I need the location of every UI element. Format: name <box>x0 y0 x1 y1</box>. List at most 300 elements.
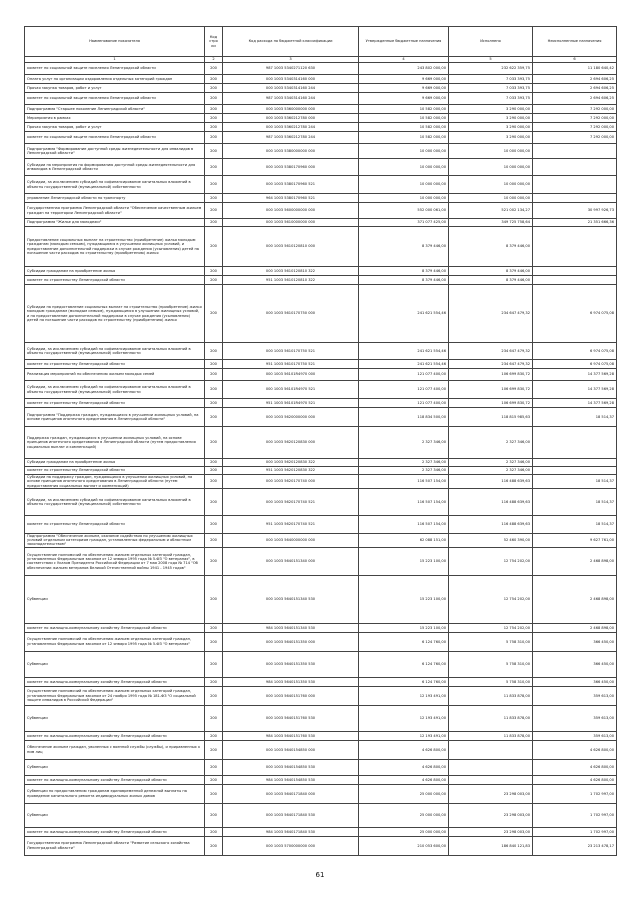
row-kbk: 951 1003 5620170740 521 <box>223 515 359 533</box>
row-executed: 12 754 202,00 <box>449 547 533 575</box>
row-name: комитет по социальной защите населения Ленинградской области <box>25 63 205 75</box>
row-code: 200 <box>205 203 223 219</box>
row-approved: 8 379 446,00 <box>359 267 449 276</box>
table-row <box>25 399 617 408</box>
row-code: 200 <box>205 267 223 276</box>
row-approved: 116 507 154,00 <box>359 515 449 533</box>
row-executed: 10 000 000,00 <box>449 176 533 194</box>
row-remaining: 2 468 898,00 <box>533 547 617 575</box>
row-name: Подпрограмма "Жилье для молодежи" <box>25 219 205 227</box>
row-name: Обеспечение жильем граждан, уволенных с военной службы (службы), и приравненных к ним лиц <box>25 740 205 759</box>
table-row <box>25 84 617 93</box>
row-approved: 8 379 446,00 <box>359 276 449 285</box>
row-executed <box>449 775 533 784</box>
row-remaining: 4 626 800,00 <box>533 759 617 775</box>
row-executed: 3 290 000,00 <box>449 123 533 132</box>
row-executed: 23 298 003,00 <box>449 827 533 836</box>
row-approved: 241 621 554,46 <box>359 360 449 369</box>
row-executed: 234 647 479,32 <box>449 360 533 369</box>
row-remaining <box>533 194 617 203</box>
table-row <box>25 677 617 686</box>
row-approved: 25 000 000,00 <box>359 827 449 836</box>
column-number: 5 <box>449 57 533 63</box>
row-code: 200 <box>205 836 223 855</box>
table-row <box>25 803 617 827</box>
row-remaining <box>533 467 617 475</box>
row-name: Субвенции <box>25 575 205 623</box>
row-name: управление Ленинградской области по транспорту <box>25 194 205 203</box>
row-remaining: 18 514,37 <box>533 475 617 489</box>
table-row <box>25 75 617 84</box>
row-kbk: 000 1003 5380170960 000 <box>223 159 359 176</box>
row-executed: 116 488 639,63 <box>449 515 533 533</box>
row-code: 200 <box>205 132 223 144</box>
row-name: комитет по строительству Ленинградской области <box>25 360 205 369</box>
table-row <box>25 775 617 784</box>
row-code: 200 <box>205 105 223 114</box>
table-row <box>25 123 617 132</box>
row-executed: 8 379 446,00 <box>449 276 533 285</box>
row-code: 200 <box>205 93 223 105</box>
row-executed: 3 290 000,00 <box>449 114 533 123</box>
row-remaining: 366 450,00 <box>533 651 617 677</box>
row-executed: 5 758 310,00 <box>449 677 533 686</box>
row-name: Государственная программа Ленинградской области "Развитие сельского хозяйства Ленинградской области" <box>25 836 205 855</box>
row-executed: 8 379 446,00 <box>449 227 533 267</box>
table-row <box>25 194 617 203</box>
row-name: Субвенции по предоставлению гражданам единовременной денежной выплаты на проведение капитального ремонта индивидуальных жилых домов <box>25 784 205 803</box>
row-remaining: 18 514,37 <box>533 515 617 533</box>
row-approved: 371 077 425,00 <box>359 219 449 227</box>
row-approved: 243 802 000,00 <box>359 63 449 75</box>
row-kbk: 000 1003 5620170740 521 <box>223 488 359 515</box>
row-kbk: 987 1003 5340271120 630 <box>223 63 359 75</box>
table-row <box>25 360 617 369</box>
row-approved: 210 053 600,00 <box>359 836 449 855</box>
row-remaining: 14 377 569,28 <box>533 369 617 381</box>
row-kbk: 000 1003 5360000000 000 <box>223 105 359 114</box>
row-code: 200 <box>205 369 223 381</box>
row-approved: 10 000 000,00 <box>359 159 449 176</box>
row-remaining: 359 613,00 <box>533 705 617 731</box>
table-row <box>25 515 617 533</box>
row-remaining: 2 694 606,25 <box>533 84 617 93</box>
row-name: Субсидии, за исключением субсидий на софинансирование капитальных вложений в объекты государственной (муниципальной) собственности <box>25 381 205 399</box>
row-kbk: 987 1003 5360212780 244 <box>223 132 359 144</box>
row-name: комитет по строительству Ленинградской области <box>25 515 205 533</box>
row-code: 200 <box>205 827 223 836</box>
row-remaining: 18 514,37 <box>533 408 617 427</box>
row-approved: 10 582 000,00 <box>359 132 449 144</box>
row-approved: 25 000 000,00 <box>359 803 449 827</box>
row-approved: 10 000 000,00 <box>359 144 449 159</box>
row-executed: 11 833 878,00 <box>449 731 533 740</box>
document-page <box>24 26 616 856</box>
row-kbk: 000 1003 5610120810 000 <box>223 227 359 267</box>
row-name: Осуществление полномочий по обеспечению жильем отдельных категорий граждан, установленных Федеральным законом от 12 января 1995 года № 5-ФЗ "О ветеранах", в соответствии с Указом Президента Российской Федерации от 7 мая 2008 года № 714 "Об обеспечении жильем ветеранов Великой Отечественной войны 1941 - 1945 годов" <box>25 547 205 575</box>
row-name: комитет по жилищно-коммунальному хозяйству Ленинградской области <box>25 827 205 836</box>
row-code: 200 <box>205 467 223 475</box>
row-kbk: 000 1003 5610120810 322 <box>223 267 359 276</box>
row-code: 200 <box>205 360 223 369</box>
row-name: комитет по строительству Ленинградской области <box>25 276 205 285</box>
table-row <box>25 203 617 219</box>
row-remaining: 14 377 569,28 <box>533 381 617 399</box>
column-number: 1 <box>25 57 205 63</box>
row-remaining: 7 292 000,00 <box>533 123 617 132</box>
row-code: 200 <box>205 399 223 408</box>
header-kbk: Код расхода по бюджетной классификации <box>223 27 359 57</box>
row-executed: 7 033 393,75 <box>449 75 533 84</box>
row-kbk: 951 1003 5610170750 521 <box>223 360 359 369</box>
row-remaining: 1 702 997,00 <box>533 784 617 803</box>
row-executed: 11 833 878,00 <box>449 705 533 731</box>
row-kbk: 984 1003 5640151340 530 <box>223 623 359 632</box>
table-row <box>25 176 617 194</box>
row-code: 200 <box>205 515 223 533</box>
row-remaining <box>533 144 617 159</box>
row-executed: 23 298 003,00 <box>449 803 533 827</box>
row-kbk: 984 1003 5640151350 530 <box>223 677 359 686</box>
row-executed: 349 725 758,64 <box>449 219 533 227</box>
row-code: 200 <box>205 623 223 632</box>
row-remaining: 18 514,37 <box>533 488 617 515</box>
row-name: комитет по жилищно-коммунальному хозяйству Ленинградской области <box>25 623 205 632</box>
row-executed: 23 298 003,00 <box>449 784 533 803</box>
row-executed: 5 758 310,00 <box>449 632 533 651</box>
row-name: Подпрограмма "Поддержка граждан, нуждающихся в улучшении жилищных условий, на основе принципов ипотечного кредитования в Ленинградской области" <box>25 408 205 427</box>
row-approved: 10 582 000,00 <box>359 105 449 114</box>
row-code: 200 <box>205 227 223 267</box>
table-row <box>25 427 617 459</box>
row-kbk: 000 1003 56101R4970 000 <box>223 369 359 381</box>
row-approved: 116 507 154,00 <box>359 475 449 489</box>
row-kbk: 000 1003 5640151760 000 <box>223 686 359 705</box>
row-name: Осуществление полномочий по обеспечению жильем отдельных категорий граждан, установленных Федеральным законом от 12 января 1995 года № 5-ФЗ "О ветеранах" <box>25 632 205 651</box>
row-name: Подпрограмма "Обеспечение жильем, оказание содействия по улучшению жилищных условий отдельным категориям граждан, установленных федеральным и областным законодательством" <box>25 533 205 547</box>
row-approved: 15 223 100,00 <box>359 623 449 632</box>
row-executed: 106 699 830,72 <box>449 369 533 381</box>
row-name: комитет по строительству Ленинградской области <box>25 399 205 408</box>
table-row <box>25 63 617 75</box>
row-name: комитет по жилищно-коммунальному хозяйству Ленинградской области <box>25 731 205 740</box>
row-approved: 6 124 760,00 <box>359 651 449 677</box>
row-remaining: 6 974 075,08 <box>533 343 617 360</box>
row-kbk: 000 1003 5640154850 530 <box>223 759 359 775</box>
table-row <box>25 623 617 632</box>
row-remaining: 2 468 898,00 <box>533 575 617 623</box>
table-header-row <box>25 27 617 57</box>
table-row <box>25 686 617 705</box>
row-code: 200 <box>205 219 223 227</box>
row-code: 200 <box>205 803 223 827</box>
row-remaining <box>533 227 617 267</box>
row-kbk: 000 1003 5380000000 000 <box>223 144 359 159</box>
row-approved: 6 124 760,00 <box>359 632 449 651</box>
row-kbk: 000 1003 5600000000 000 <box>223 203 359 219</box>
row-executed: 2 327 346,00 <box>449 467 533 475</box>
row-name: Субсидии на предоставление социальных выплат на строительство (приобретение) жилья молодым гражданам (молодым семьям), нуждающимся в улучшении жилищных условий, и на предоставление дополнительной поддержки в случае рождения (усыновления) детей на погашение части расходов по строительству (приобретению) жилья <box>25 285 205 343</box>
row-approved: 12 193 491,00 <box>359 731 449 740</box>
row-remaining: 30 997 926,73 <box>533 203 617 219</box>
row-code: 200 <box>205 276 223 285</box>
table-row <box>25 759 617 775</box>
row-executed: 118 815 985,63 <box>449 408 533 427</box>
row-remaining <box>533 276 617 285</box>
column-number: 4 <box>359 57 449 63</box>
row-approved: 118 834 500,00 <box>359 408 449 427</box>
table-row <box>25 651 617 677</box>
row-executed: 234 647 479,32 <box>449 285 533 343</box>
row-remaining: 9 627 761,00 <box>533 533 617 547</box>
row-executed: 232 622 359,75 <box>449 63 533 75</box>
row-approved: 25 000 000,00 <box>359 784 449 803</box>
row-approved: 121 077 400,00 <box>359 381 449 399</box>
row-approved: 9 669 000,00 <box>359 93 449 105</box>
table-row <box>25 632 617 651</box>
row-remaining: 6 974 075,08 <box>533 360 617 369</box>
table-row <box>25 827 617 836</box>
row-remaining: 21 351 666,36 <box>533 219 617 227</box>
row-approved: 10 000 000,00 <box>359 194 449 203</box>
table-row <box>25 285 617 343</box>
row-remaining <box>533 427 617 459</box>
row-kbk: 987 1003 5340314160 244 <box>223 93 359 105</box>
row-executed: 2 327 346,00 <box>449 427 533 459</box>
row-name: комитет по социальной защите населения Ленинградской области <box>25 93 205 105</box>
row-executed: 5 758 310,00 <box>449 651 533 677</box>
row-name: Субсидии гражданам на приобретение жилья <box>25 267 205 276</box>
row-code: 200 <box>205 427 223 459</box>
row-kbk: 964 1003 5380170960 521 <box>223 194 359 203</box>
row-remaining: 1 702 997,00 <box>533 827 617 836</box>
row-kbk: 000 1003 5640151340 530 <box>223 575 359 623</box>
row-kbk: 000 1003 5380170960 521 <box>223 176 359 194</box>
row-approved: 2 327 346,00 <box>359 459 449 467</box>
row-kbk: 000 1003 5360212780 000 <box>223 114 359 123</box>
row-kbk: 000 1003 5640171840 000 <box>223 784 359 803</box>
row-remaining: 366 450,00 <box>533 632 617 651</box>
table-row <box>25 408 617 427</box>
row-code: 200 <box>205 84 223 93</box>
row-code: 200 <box>205 705 223 731</box>
row-approved: 10 582 000,00 <box>359 114 449 123</box>
row-kbk: 000 1003 5640151350 000 <box>223 632 359 651</box>
row-remaining: 14 377 569,28 <box>533 399 617 408</box>
row-kbk: 000 1003 5610170750 000 <box>223 285 359 343</box>
row-code: 200 <box>205 533 223 547</box>
table-row <box>25 114 617 123</box>
budget-table <box>24 26 617 856</box>
row-name: Оплата услуг по организации оздоровления отдельных категорий граждан <box>25 75 205 84</box>
row-approved: 121 077 400,00 <box>359 369 449 381</box>
row-executed: 12 754 202,00 <box>449 623 533 632</box>
row-remaining: 1 702 997,00 <box>533 803 617 827</box>
row-kbk: 000 1003 5640154850 000 <box>223 740 359 759</box>
row-remaining: 2 694 606,25 <box>533 75 617 84</box>
row-approved: 552 000 061,00 <box>359 203 449 219</box>
row-code: 200 <box>205 176 223 194</box>
row-code: 200 <box>205 677 223 686</box>
row-name: комитет по строительству Ленинградской области <box>25 467 205 475</box>
table-row <box>25 475 617 489</box>
page-number: 61 <box>315 871 325 879</box>
table-row <box>25 705 617 731</box>
row-name: Субвенции <box>25 651 205 677</box>
row-name: Мероприятия в рамках <box>25 114 205 123</box>
table-row <box>25 343 617 360</box>
row-kbk: 000 1003 5640000000 000 <box>223 533 359 547</box>
header-executed: Исполнено <box>449 27 533 57</box>
row-name: комитет по жилищно-коммунальному хозяйству Ленинградской области <box>25 677 205 686</box>
table-row <box>25 575 617 623</box>
row-name: Субвенции <box>25 803 205 827</box>
row-code: 200 <box>205 63 223 75</box>
row-kbk: 000 1003 5620000000 000 <box>223 408 359 427</box>
row-remaining: 4 626 800,00 <box>533 740 617 759</box>
header-code: Код стро ки <box>205 27 223 57</box>
row-approved: 9 669 000,00 <box>359 84 449 93</box>
table-body <box>25 63 617 856</box>
row-kbk: 951 1003 5620120830 322 <box>223 467 359 475</box>
row-kbk: 000 1003 5340314160 000 <box>223 75 359 84</box>
row-remaining: 366 450,00 <box>533 677 617 686</box>
row-kbk: 000 1003 5620170740 000 <box>223 475 359 489</box>
row-remaining: 6 974 075,08 <box>533 285 617 343</box>
row-remaining: 7 292 000,00 <box>533 132 617 144</box>
row-kbk: 984 1003 5640151760 530 <box>223 731 359 740</box>
table-row <box>25 381 617 399</box>
table-row <box>25 533 617 547</box>
row-executed: 2 327 346,00 <box>449 459 533 467</box>
row-executed: 8 379 446,00 <box>449 267 533 276</box>
row-remaining: 23 213 478,17 <box>533 836 617 855</box>
row-executed: 106 699 830,72 <box>449 381 533 399</box>
row-kbk: 000 1003 5360212780 244 <box>223 123 359 132</box>
column-number: 6 <box>533 57 617 63</box>
row-remaining <box>533 159 617 176</box>
row-approved: 12 193 491,00 <box>359 686 449 705</box>
row-name: Реализация мероприятий по обеспечению жильем молодых семей <box>25 369 205 381</box>
row-approved: 241 621 554,46 <box>359 343 449 360</box>
row-code: 200 <box>205 75 223 84</box>
row-kbk: 951 1003 5610120810 322 <box>223 276 359 285</box>
row-executed: 186 840 121,83 <box>449 836 533 855</box>
row-approved: 10 000 000,00 <box>359 176 449 194</box>
row-remaining: 7 292 000,00 <box>533 105 617 114</box>
table-row <box>25 459 617 467</box>
row-kbk: 000 1003 5640151340 000 <box>223 547 359 575</box>
row-approved: 4 626 800,00 <box>359 759 449 775</box>
row-approved: 4 626 800,00 <box>359 740 449 759</box>
row-executed: 7 033 393,75 <box>449 84 533 93</box>
row-executed: 116 488 639,63 <box>449 488 533 515</box>
row-approved: 121 077 400,00 <box>359 399 449 408</box>
table-row <box>25 547 617 575</box>
row-executed: 7 033 393,75 <box>449 93 533 105</box>
row-remaining <box>533 267 617 276</box>
row-approved: 12 193 491,00 <box>359 705 449 731</box>
row-name: Государственная программа Ленинградской области "Обеспечение качественным жильем граждан на территории Ленинградской области" <box>25 203 205 219</box>
row-name: Субвенции <box>25 705 205 731</box>
row-kbk: 000 1003 5620120830 000 <box>223 427 359 459</box>
row-code: 200 <box>205 459 223 467</box>
table-row <box>25 267 617 276</box>
row-code: 200 <box>205 144 223 159</box>
row-executed <box>449 740 533 759</box>
row-code: 200 <box>205 731 223 740</box>
row-kbk: 000 1003 56101R4970 521 <box>223 381 359 399</box>
header-approved: Утвержденные бюджетные назначения <box>359 27 449 57</box>
row-executed: 10 000 000,00 <box>449 194 533 203</box>
row-remaining: 2 468 898,00 <box>533 623 617 632</box>
row-code: 200 <box>205 759 223 775</box>
table-row <box>25 784 617 803</box>
row-executed: 116 488 639,63 <box>449 475 533 489</box>
row-executed: 11 833 878,00 <box>449 686 533 705</box>
row-name: Субсидии, за исключением субсидий на софинансирование капитальных вложений в объекты государственной (муниципальной) собственности <box>25 488 205 515</box>
row-executed <box>449 759 533 775</box>
row-code: 200 <box>205 475 223 489</box>
row-code: 200 <box>205 123 223 132</box>
row-name: Подпрограмма "Старшее поколение Ленинградской области" <box>25 105 205 114</box>
row-kbk: 951 1003 56101R4970 521 <box>223 399 359 408</box>
row-executed: 10 000 000,00 <box>449 144 533 159</box>
row-kbk: 984 1003 5640171840 530 <box>223 827 359 836</box>
row-kbk: 000 1003 5620120830 322 <box>223 459 359 467</box>
table-row <box>25 144 617 159</box>
row-name: Субвенции <box>25 759 205 775</box>
row-name: комитет по социальной защите населения Ленинградской области <box>25 132 205 144</box>
row-remaining: 359 613,00 <box>533 686 617 705</box>
row-code: 200 <box>205 488 223 515</box>
table-row <box>25 276 617 285</box>
row-remaining: 7 292 000,00 <box>533 114 617 123</box>
column-number: 2 <box>205 57 223 63</box>
table-row <box>25 731 617 740</box>
row-executed: 3 290 000,00 <box>449 105 533 114</box>
row-code: 200 <box>205 343 223 360</box>
table-row <box>25 488 617 515</box>
table-row <box>25 105 617 114</box>
table-row <box>25 227 617 267</box>
row-executed: 521 002 134,27 <box>449 203 533 219</box>
row-approved: 10 582 000,00 <box>359 123 449 132</box>
row-code: 200 <box>205 686 223 705</box>
row-code: 200 <box>205 775 223 784</box>
row-approved: 15 223 100,00 <box>359 547 449 575</box>
row-code: 200 <box>205 194 223 203</box>
row-executed: 10 000 000,00 <box>449 159 533 176</box>
row-code: 200 <box>205 285 223 343</box>
row-remaining <box>533 176 617 194</box>
row-name: Поддержка граждан, нуждающихся в улучшении жилищных условий, на основе принципов ипотечного кредитования в Ленинградской области (путем предоставления социальных выплат и компенсаций) <box>25 427 205 459</box>
row-name: Субсидии, за исключением субсидий на софинансирование капитальных вложений в объекты государственной (муниципальной) собственности <box>25 343 205 360</box>
row-remaining: 11 180 640,42 <box>533 63 617 75</box>
row-approved: 4 626 800,00 <box>359 775 449 784</box>
row-remaining: 2 694 606,25 <box>533 93 617 105</box>
header-remaining: Неисполненные назначения <box>533 27 617 57</box>
row-kbk: 000 1003 5700000000 000 <box>223 836 359 855</box>
row-executed: 52 460 390,00 <box>449 533 533 547</box>
row-name: Подпрограмма "Формирование доступной среды жизнедеятельности для инвалидов в Ленинградской области" <box>25 144 205 159</box>
row-name: Субсидии на поддержку граждан, нуждающихся в улучшении жилищных условий, на основе принципов ипотечного кредитования в Ленинградской области (путем предоставления социальных выплат и компенсаций) <box>25 475 205 489</box>
table-row <box>25 836 617 855</box>
table-row <box>25 132 617 144</box>
row-code: 200 <box>205 159 223 176</box>
header-name: Наименование показателя <box>25 27 205 57</box>
table-row <box>25 159 617 176</box>
